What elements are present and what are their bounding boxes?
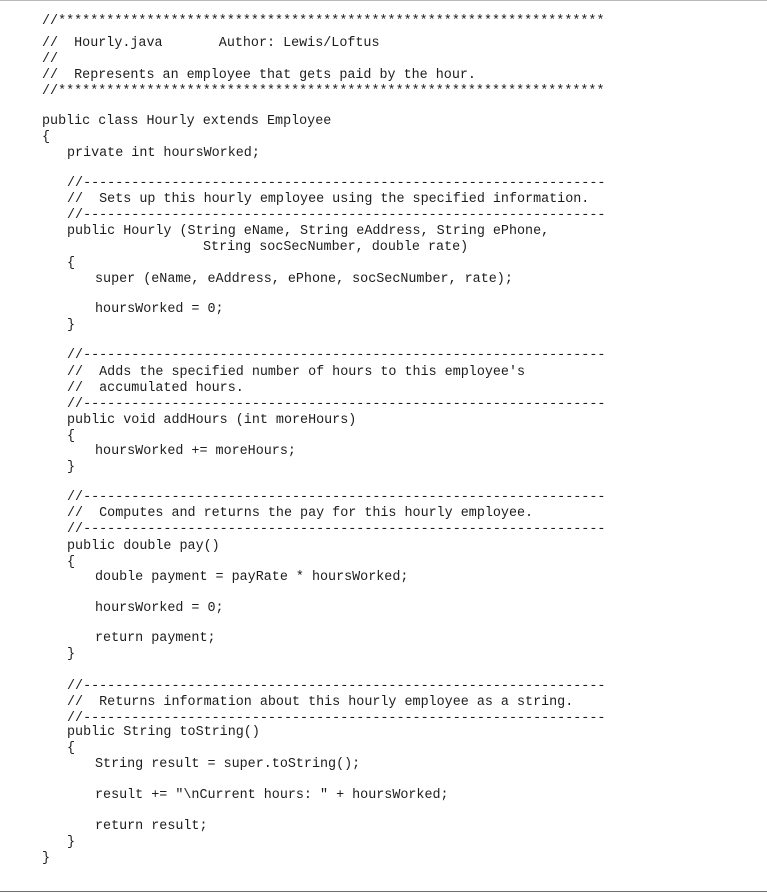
pay-return: return payment; (95, 631, 216, 646)
addhours-comment-border-bottom: //----------------------------------------------------------------- (67, 397, 606, 412)
tostring-close-brace: } (67, 835, 76, 850)
addhours-close-brace: } (67, 460, 76, 475)
constructor-open-brace: { (67, 256, 76, 271)
addhours-comment-border-top: //----------------------------------------------------------------- (67, 348, 606, 363)
pay-signature: public double pay() (67, 539, 220, 554)
tostring-signature: public String toString() (67, 725, 260, 740)
addhours-comment-line-2: // accumulated hours. (67, 381, 244, 396)
header-comment-file-author: // Hourly.java Author: Lewis/Loftus (42, 36, 380, 51)
tostring-append-hours: result += "\nCurrent hours: " + hoursWorked; (95, 788, 449, 803)
class-open-brace: { (42, 130, 51, 145)
constructor-comment-border-bottom: //----------------------------------------------------------------- (67, 208, 606, 223)
tostring-return: return result; (95, 819, 208, 834)
pay-comment: // Computes and returns the pay for this hourly employee. (67, 506, 534, 521)
constructor-init-hours: hoursWorked = 0; (95, 302, 224, 317)
addhours-comment-line-1: // Adds the specified number of hours to this employee's (67, 365, 526, 380)
field-hours-worked: private int hoursWorked; (67, 146, 260, 161)
constructor-super-call: super (eName, eAddress, ePhone, socSecNumber, rate); (95, 272, 513, 287)
pay-close-brace: } (67, 647, 76, 662)
tostring-comment: // Returns information about this hourly employee as a string. (67, 695, 574, 710)
header-comment-blank: // (42, 52, 59, 67)
class-close-brace: } (42, 851, 51, 866)
header-comment-border-top: //******************************************************************** (42, 14, 605, 29)
pay-comment-border-top: //----------------------------------------------------------------- (67, 490, 606, 505)
pay-comment-border-bottom: //----------------------------------------------------------------- (67, 522, 606, 537)
tostring-call-super: String result = super.toString(); (95, 757, 361, 772)
addhours-signature: public void addHours (int moreHours) (67, 413, 357, 428)
tostring-comment-border-top: //----------------------------------------------------------------- (67, 679, 606, 694)
addhours-increment: hoursWorked += moreHours; (95, 444, 296, 459)
pay-reset-hours: hoursWorked = 0; (95, 601, 224, 616)
constructor-comment-border-top: //----------------------------------------------------------------- (67, 176, 606, 191)
tostring-open-brace: { (67, 741, 76, 756)
header-comment-description: // Represents an employee that gets paid by the hour. (42, 68, 476, 83)
header-comment-border-bottom: //******************************************************************** (42, 84, 605, 99)
pay-compute-payment: double payment = payRate * hoursWorked; (95, 570, 409, 585)
class-declaration: public class Hourly extends Employee (42, 114, 332, 129)
constructor-signature: public Hourly (String eName, String eAddress, String ePhone, (67, 224, 550, 239)
addhours-open-brace: { (67, 429, 76, 444)
constructor-close-brace: } (67, 318, 76, 333)
bottom-border (0, 891, 767, 892)
constructor-comment: // Sets up this hourly employee using the specified information. (67, 192, 590, 207)
tostring-comment-border-bottom: //----------------------------------------------------------------- (67, 711, 606, 726)
constructor-signature-continued: String socSecNumber, double rate) (203, 240, 469, 255)
pay-open-brace: { (67, 555, 76, 570)
